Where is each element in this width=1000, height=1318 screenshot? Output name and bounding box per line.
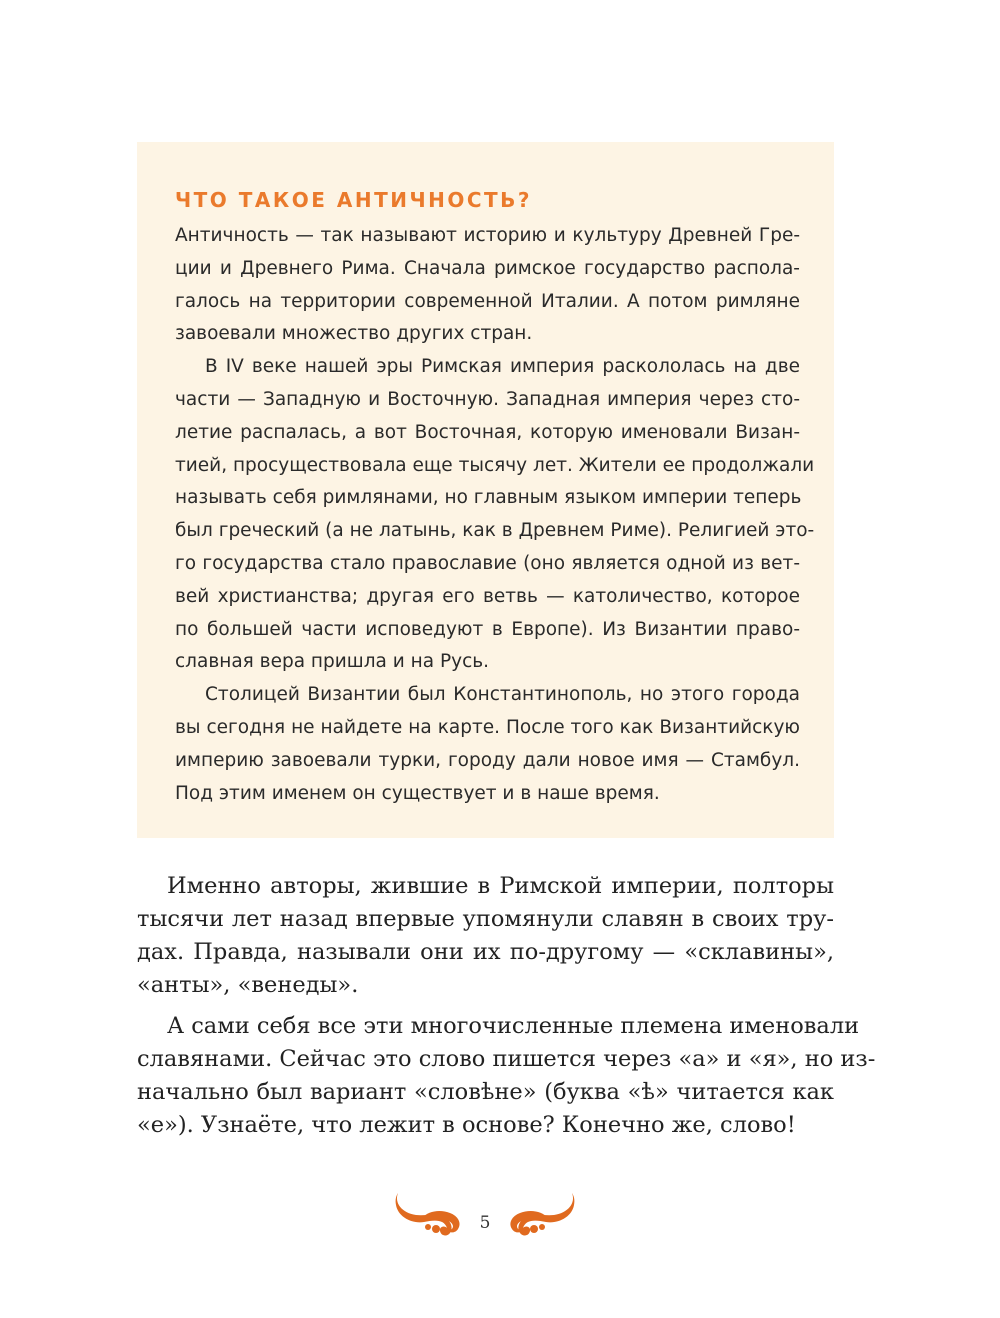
sidebar-text [175,220,815,810]
page-number: 5 [479,1213,491,1233]
right-ornament-icon [498,1185,578,1241]
main-line: Именно авторы, жившие в Римской империи, полторы [167,873,834,899]
sidebar-line: тией, просуществовала еще тысячу лет. Жители ее продолжали [175,454,815,476]
main-line: славянами. Сейчас это слово пишется через «а» и «я», но из- [137,1046,876,1072]
main-line: начально был вариант «словѣне» (буква «ѣ» читается как [137,1079,834,1105]
main-line: дах. Правда, называли они их по-другому — «склавины», [137,939,834,965]
main-line: А сами себя все эти многочисленные племена именовали [167,1013,860,1039]
sidebar-line: вы сегодня не найдете на карте. После того как Византийскую [175,716,800,738]
sidebar-line: славная вера пришла и на Русь. [175,651,490,673]
main-line: «е»). Узнаёте, что лежит в основе? Конечно же, слово! [137,1112,796,1138]
sidebar-line: части — Западную и Восточную. Западная империя через сто- [175,388,800,410]
sidebar-line: ции и Древнего Рима. Сначала римское государство распола- [175,257,800,279]
sidebar-line: был греческий (а не латынь, как в Древнем Риме). Религией это- [175,520,815,542]
sidebar-line: Античность — так называют историю и культуру Древней Гре- [175,225,800,246]
main-line: тысячи лет назад впервые упомянули славян в своих тру- [137,906,834,932]
sidebar-line: завоевали множество других стран. [175,323,533,345]
sidebar-line: летие распалась, а вот Восточная, которую именовали Визан- [175,421,800,443]
sidebar-line: по большей части исповедуют в Европе). Из Византии право- [175,618,800,640]
sidebar-line: вей христианства; другая его ветвь — католичество, которое [175,585,800,607]
page-footer [0,1185,1000,1245]
main-line: «анты», «венеды». [137,972,359,998]
main-text [137,870,876,1142]
paragraph-gap [137,1002,834,1010]
sidebar-line: В IV веке нашей эры Римская империя раскололась на две [205,356,800,378]
sidebar-line: галось на территории современной Италии. А потом римляне [175,290,800,312]
sidebar-line: империю завоевали турки, городу дали новое имя — Стамбул. [175,749,800,771]
sidebar-line: Столицей Византии был Константинополь, но этого города [205,684,800,706]
sidebar-line: го государства стало православие (оно является одной из вет- [175,552,800,574]
left-ornament-icon [392,1185,472,1241]
sidebar-title: ЧТО ТАКОЕ АНТИЧНОСТЬ? [175,188,533,212]
sidebar-line: называть себя римлянами, но главным языком империи теперь [175,487,802,509]
sidebar-line: Под этим именем он существует и в наше время. [175,782,660,804]
